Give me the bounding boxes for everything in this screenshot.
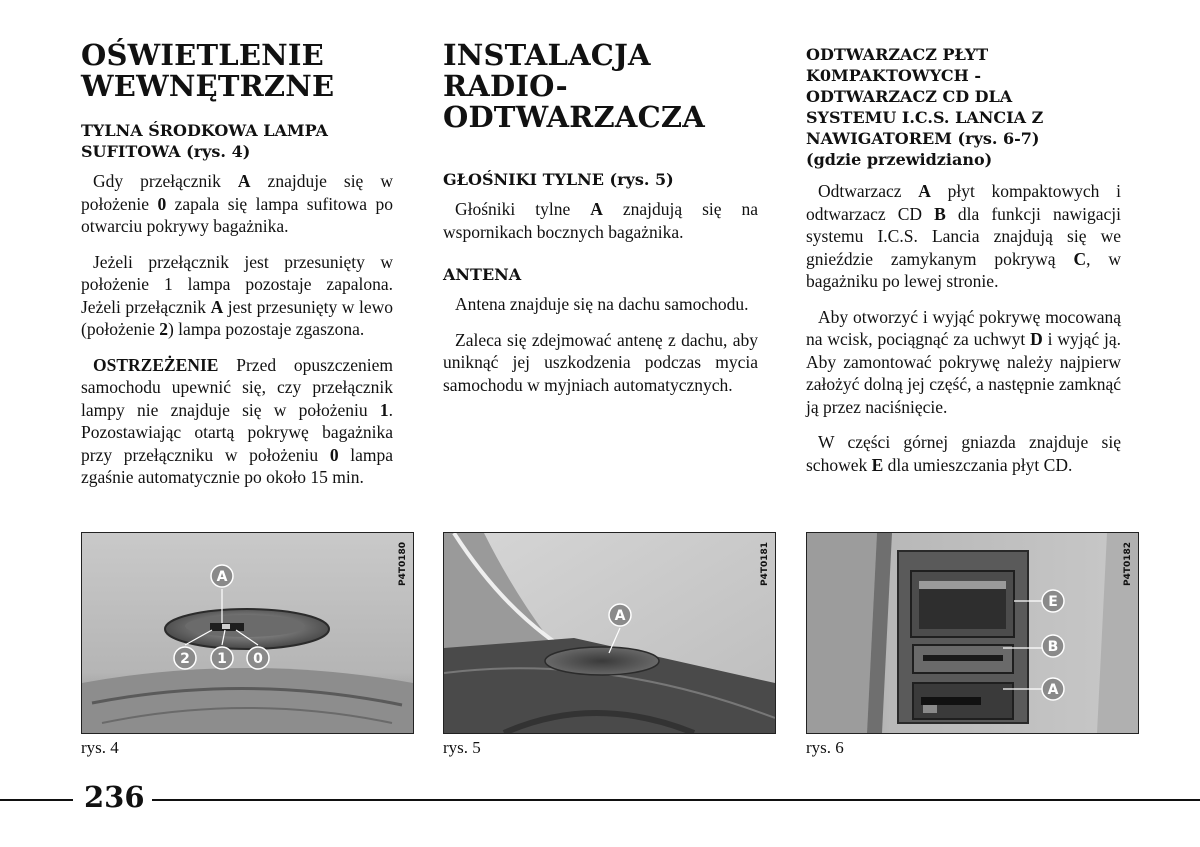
paragraph: Antena znajduje się na dachu samochodu. xyxy=(455,294,749,314)
svg-text:B: B xyxy=(1047,639,1059,655)
figure-caption: rys. 5 xyxy=(443,738,481,757)
callout-A xyxy=(609,604,631,626)
figure-code: P4T0181 xyxy=(760,541,770,586)
paragraph: Odtwarzacz A płyt kompaktowych i odtwarzacz CD B dla funkcji nawigacji systemu I.C.S. Lancia znajdują się we gnieździe zamykanym pokrywą C, w bagażniku po lewej stronie. xyxy=(806,181,1121,291)
paragraph: W części górnej gniazda znajduje się schowek E dla umieszczania płyt CD. xyxy=(806,432,1121,475)
subsection-title: GŁOŚNIKI TYLNE (rys. 5) xyxy=(443,170,674,189)
subsection-title xyxy=(806,44,1121,170)
ceiling-lamp-illustration xyxy=(82,533,413,733)
section-title xyxy=(81,40,393,102)
callout-0 xyxy=(247,647,269,669)
figure-code: P4T0182 xyxy=(1123,541,1133,586)
svg-text:A: A xyxy=(614,608,626,624)
title-line: OŚWIETLENIE xyxy=(81,38,324,72)
cd-compartment-illustration xyxy=(807,533,1138,733)
figure-ceiling-lamp xyxy=(81,532,414,734)
callout-B xyxy=(1042,635,1064,657)
paragraph: Aby otworzyć i wyjąć pokrywę mocowaną na wcisk, pociągnąć za uchwyt D i wyjąć ją. Aby zamontować pokrywę należy najpierw założyć dolną jej część, a następnie zamknąć ją przez naciśnięcie. xyxy=(806,306,1121,417)
svg-text:0: 0 xyxy=(253,651,263,667)
subtitle-note: (gdzie przewidziano) xyxy=(806,150,993,169)
figure-code: P4T0180 xyxy=(398,541,408,586)
svg-text:2: 2 xyxy=(180,651,190,667)
subsection-title: ANTENA xyxy=(443,265,522,284)
warning-paragraph: OSTRZEŻENIE Przed opuszczeniem samochodu upewnić się, czy przełącznik lampy nie znajduje się w położeniu 1. Pozostawiając otartą pokrywę bagażnika przy przełączniku w położeniu 0 lampa zgaśnie automatycznie po około 15 min. xyxy=(81,354,393,487)
rear-speaker-illustration xyxy=(444,533,775,733)
column-cd-player xyxy=(806,44,1121,489)
page-number: 236 xyxy=(84,780,145,814)
svg-text:A: A xyxy=(216,569,228,585)
callout-A xyxy=(1042,678,1064,700)
callout-1 xyxy=(211,647,233,669)
callout-A xyxy=(211,565,233,587)
paragraph: Jeżeli przełącznik jest przesunięty w położenie 1 lampa pozostaje zapalona. Jeżeli przełącznik A jest przesunięty w lewo (położenie 2) lampa pozostaje zgaszona. xyxy=(81,251,393,339)
figure-caption: rys. 4 xyxy=(81,738,119,757)
svg-text:E: E xyxy=(1048,594,1058,610)
subsection-title: TYLNA ŚRODKOWA LAMPA SUFITOWA (rys. 4) xyxy=(81,121,328,161)
footer-rule-left xyxy=(0,799,73,801)
warning-label: OSTRZEŻENIE xyxy=(93,354,219,375)
subtitle-line: SYSTEMU I.C.S. LANCIA Z xyxy=(806,108,1044,127)
paragraph: Gdy przełącznik A znajduje się w położenie 0 zapala się lampa sufitowa po otwarciu pokrywy bagażnika. xyxy=(81,171,394,236)
callout-E xyxy=(1042,590,1064,612)
column-interior-lighting xyxy=(81,40,393,502)
callout-2 xyxy=(174,647,196,669)
figure-cd-compartment xyxy=(806,532,1139,734)
figure-caption: rys. 6 xyxy=(806,738,844,757)
svg-text:A: A xyxy=(1047,682,1059,698)
paragraph: Głośniki tylne A znajdują się na wspornikach bocznych bagażnika. xyxy=(443,199,758,242)
subtitle-line: ODTWARZACZ CD DLA xyxy=(806,87,1013,106)
subtitle-line: K0MPAKTOWYCH - xyxy=(806,66,981,85)
figure-rear-speaker xyxy=(443,532,776,734)
section-title xyxy=(443,40,758,133)
title-line: WEWNĘTRZNE xyxy=(81,69,335,103)
paragraph: Zaleca się zdejmować antenę z dachu, aby uniknąć jej uszkodzenia podczas mycia samochodu w myjniach automatycznych. xyxy=(443,329,758,395)
subtitle-line: NAWIGATOREM (rys. 6-7) xyxy=(806,129,1040,148)
title-line: INSTALACJA RADIO- xyxy=(443,38,651,103)
footer-rule-right xyxy=(152,799,1200,801)
subtitle-line: ODTWARZACZ PŁYT xyxy=(806,45,989,64)
column-radio-installation xyxy=(443,40,758,409)
title-line: ODTWARZACZA xyxy=(443,100,705,134)
svg-text:1: 1 xyxy=(217,651,227,667)
